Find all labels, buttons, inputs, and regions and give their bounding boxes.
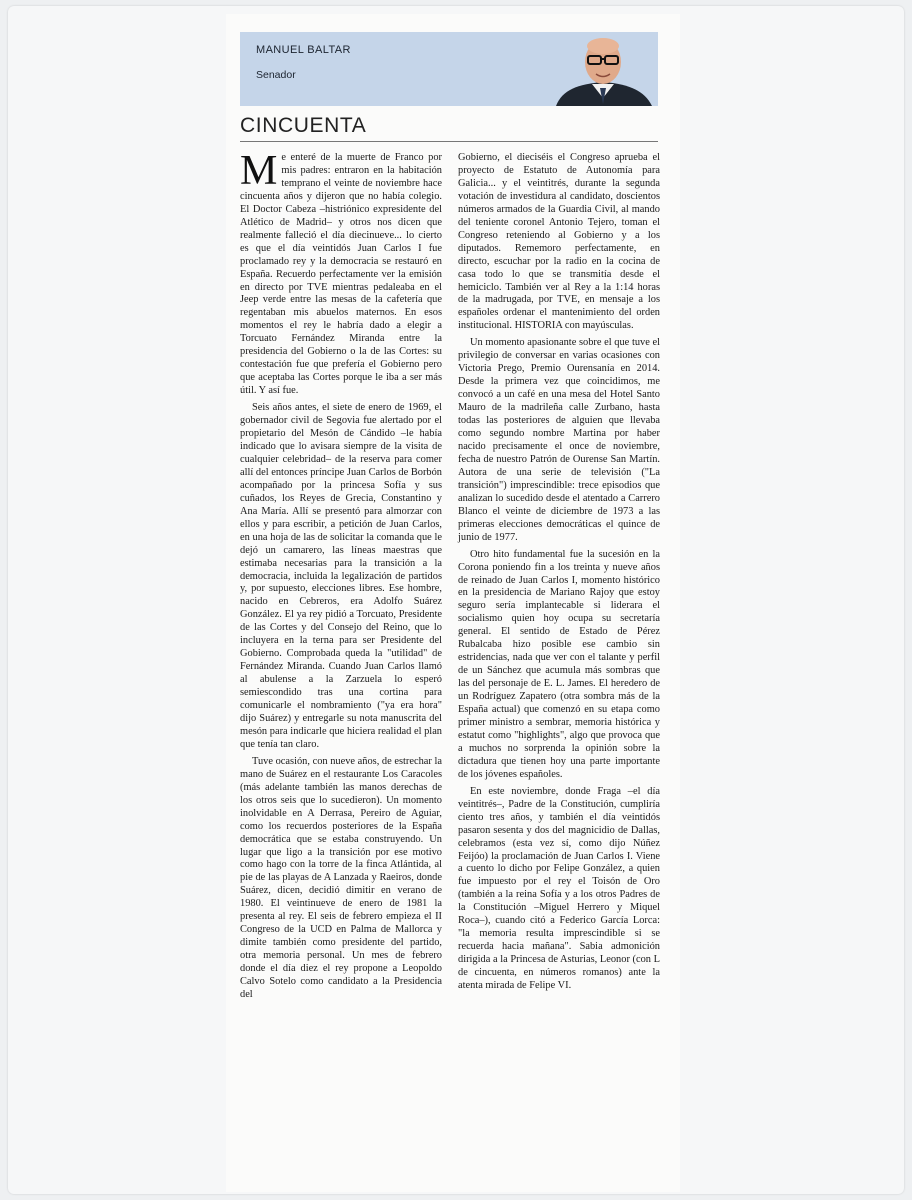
article-column-right xyxy=(458,152,660,997)
article-body xyxy=(240,152,662,1188)
paragraph xyxy=(240,152,442,398)
paragraph-text: e enteré de la muerte de Franco por mis padres: entraron en la habitación temprano el veinte de noviembre hace cincuenta años y dijeron que no había colegio. El Doctor Cabeza –histriónico expresidente del Atlético de Madrid– y otros nos dicen que realmente falleció el día diecinueve... lo cierto es que el día veintidós Juan Carlos I fue proclamado rey y la democracia se restauró en España. Recuerdo perfectamente ver la emisión en directo por TVE mientras pedaleaba en el Jeep verde entre las mesas de la cafetería que regentaban mis abuelos maternos. En esos momentos el rey le habría dado a elegir a Torcuato Fernández Miranda entre la presidencia del Gobierno o la de las Cortes: su contestación fue que prefería el Gobierno pero que aceptaba las Cortes porque le iba a ser más útil. Y así fue. xyxy=(240,152,442,397)
article-headline: CINCUENTA xyxy=(240,114,367,137)
paragraph: Seis años antes, el siete de enero de 1969, el gobernador civil de Segovia fue alertado por el propietario del Mesón de Cándido –le había indicado que lo avisara siempre de la visita de cualquier celebridad– de la reserva para comer allí del entonces príncipe Juan Carlos de Borbón acompañado por la princesa Sofía y sus cuñados, los Reyes de Grecia, Constantino y Ana María. Allí se presentó para almorzar con ellos y para escribir, a petición de Juan Carlos, en una hoja de las de solicitar la comanda que le dejó un camarero, las líneas maestras que estimaba necesarias para la transición a la democracia, incluida la legalización de partidos y, por supuesto, elecciones libres. Ese hombre, nacido en Cebreros, era Adolfo Suárez González. El ya rey pidió a Torcuato, Presidente de las Cortes y del Consejo del Reino, que lo incluyera en la terna para ser Presidente del Gobierno. Comprobada queda la "utilidad" de Fernández Miranda. Cuando Juan Carlos llamó al abulense a la Zarzuela lo esperó semiescondido tras una cortina para comunicarle el nombramiento ("ya era hora" dijo Suárez) y entregarle su nota manuscrita del mesón para indicarle que hiciera realidad el plan que tenía tan claro. xyxy=(240,402,442,750)
author-role: Senador xyxy=(256,69,296,81)
newspaper-page xyxy=(226,14,680,1192)
paragraph: En este noviembre, donde Fraga –el día veintitrés–, Padre de la Constitución, cumpliría ciento tres años, y también el día veintidós pasaron sesenta y dos del magnicidio de Dallas, celebramos (esta vez sí, como dijo Núñez Feijóo) la proclamación de Juan Carlos I. Viene a cuento lo dicho por Felipe González, a quien fue impuesto por el rey el Toisón de Oro (también a la reina Sofía y a los otros Padres de la Constitución –Miguel Herrero y Miquel Roca–), cuando citó a Federico García Lorca: "la memoria resulta imprescindible si se recuerda hacia mañana". Sabia admonición dirigida a la Princesa de Asturias, Leonor (con L de cincuenta, en números romanos) ante la atenta mirada de Felipe VI. xyxy=(458,785,660,992)
article-column-left xyxy=(240,152,442,1006)
drop-cap: M xyxy=(240,152,278,194)
paragraph: Gobierno, el dieciséis el Congreso aprueba el proyecto de Estatuto de Autonomía para Galicia... y el veintitrés, durante la segunda votación de investidura al candidato, doscientos números armados de la Guardia Civil, al mando del teniente coronel Antonio Tejero, toman el Congreso reteniendo al Gobierno y a los diputados. Rememoro perfectamente, en directo, escuchar por la radio en la cocina de casa todo lo que se transmitía desde el hemiciclo. También ver al Rey a la 1:14 horas de la madrugada, por TVE, en mensaje a los españoles ordenar el mantenimiento del orden institucional. HISTORIA con mayúsculas. xyxy=(458,152,660,332)
paragraph: Otro hito fundamental fue la sucesión en la Corona poniendo fin a los treinta y nueve años de reinado de Juan Carlos I, momento histórico en la presidencia de Mariano Rajoy que estoy seguro sería implantecable si liderara el socialismo quien hoy ocupa su secretaría general. El sentido de Estado de Pérez Rubalcaba hizo posible ese cambio sin estridencias, nada que ver con el talante y perfil de un Sánchez que acumula más sombras que las del personaje de E. L. James. El heredero de un Rodríguez Zapatero (otra sombra más de la España actual) que comenzó en su etapa como primer ministro a sembrar, memoria histórica y estatut como "highlights", algo que provoca que a muchos no sorprenda la opinión sobre la dictadura que tienen hoy una parte importante de los jóvenes españoles. xyxy=(458,548,660,780)
author-photo xyxy=(548,32,658,106)
author-name: MANUEL BALTAR xyxy=(256,44,351,56)
headline-divider xyxy=(240,141,658,142)
paragraph: Un momento apasionante sobre el que tuve el privilegio de conversar en varias ocasiones con Victoria Prego, Premio Ourensanía en 2014. Desde la primera vez que coincidimos, me convocó a un café en una mesa del Hotel Santo Mauro de la madrileña calle Zurbano, hasta todas las posteriores de alguien que llevaba como segundo nombre Martina por haber nacido precisamente el once de noviembre, fecha de nuestro Patrón de Ourense San Martín. Autora de una serie de televisión ("La transición") imprescindible: trece episodios que analizan lo sucedido desde el atentado a Carrero Blanco el veinte de diciembre de 1973 a las primeras elecciones democráticas el quince de junio de 1977. xyxy=(458,337,660,543)
author-header xyxy=(240,32,658,106)
paragraph: Tuve ocasión, con nueve años, de estrechar la mano de Suárez en el restaurante Los Caracoles (más adelante también las manos derechas de los otros seis que lo sucedieron). Un momento inolvidable en A Derrasa, Pereiro de Aguiar, como los recuerdos posteriores de la España democrática que se estaba construyendo. Un lugar que ligo a la transición por ese motivo como hago con la torre de la finca Atlántida, al pie de las playas de A Lanzada y Raeiros, donde Suárez, dicen, decidió dimitir en verano de 1980. El veintinueve de enero de 1981 la presenta al rey. El seis de febrero empieza el II Congreso de la UCD en Palma de Mallorca y dimite también como presidente del partido, otra memoria personal. Un mes de febrero donde el día diez el rey propone a Leopoldo Calvo Sotelo como candidato a la Presidencia del xyxy=(240,755,442,1000)
